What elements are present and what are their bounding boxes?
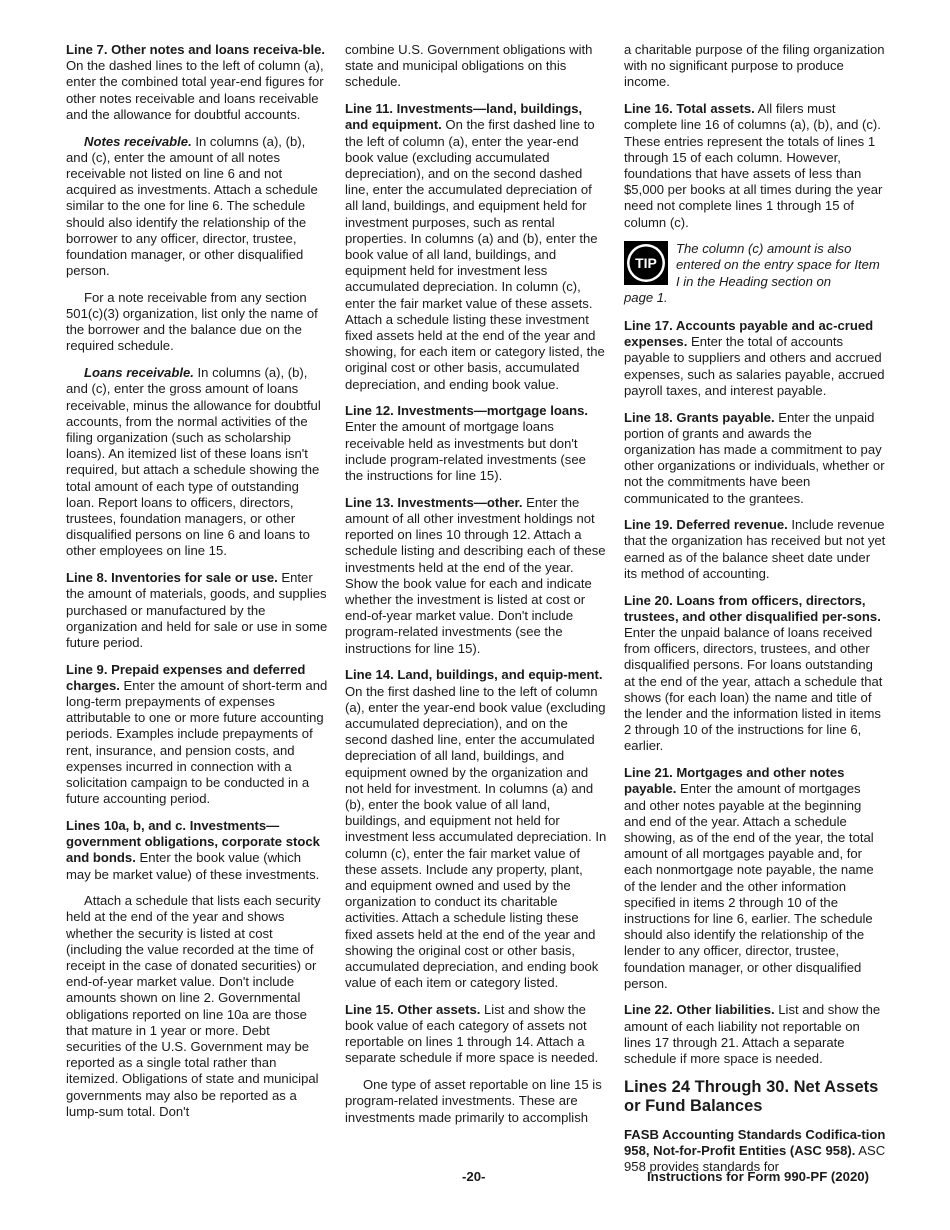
heading-line-15: Line 15. Other assets. (345, 1001, 481, 1017)
page-number: -20- (462, 1169, 486, 1184)
heading-line-12: Line 12. Investments—mortgage loans. (345, 403, 589, 419)
heading-line-22: Line 22. Other liabilities. (624, 1002, 775, 1018)
heading-notes-receivable: Notes receivable. (84, 133, 192, 149)
heading-line-14: Line 14. Land, buildings, and equip-ment. (345, 667, 603, 683)
paragraph-line-21: Line 21. Mortgages and other notes payable. Enter the amount of mortgages and other notes payable at the beginning and end of the year. Attach a schedule showing, as of the end of the year, the total amount of all mortgages payable and, for each nonmortgage note payable, the name of the lender and the other information specified in items 2 through 10 of the instructions for line 6, earlier. The schedule should also identify the relationship of the lender to any officer, director, trustee, foundation manager, or other disqualified person. (624, 765, 874, 991)
paragraph-line-16: Line 16. Total assets. All filers must complete line 16 of columns (a), (b), and (c). These entries represent the totals of lines 1 through 15 of each column. However, foundations that have assets of less than $5,000 per books at all times during the year need not complete lines 1 through 15 of column (c). (624, 101, 883, 230)
heading-line-19: Line 19. Deferred revenue. (624, 517, 788, 533)
paragraph-line-7: Line 7. Other notes and loans receiva-ble. On the dashed lines to the left of column (a), enter the combined total year-end figures for other notes receivable and loans receivable and the allowance for doubtful accounts. (66, 42, 326, 122)
paragraph-line-12: Line 12. Investments—mortgage loans. Enter the amount of mortgage loans receivable held as investments but don't include program-related investments (see the instructions for line 15). (345, 403, 589, 484)
paragraph-line-18: Line 18. Grants payable. Enter the unpaid portion of grants and awards the organization has made a commitment to pay other organizations or individuals, whether or not the commitments have been communicated to the grantees. (624, 409, 885, 506)
heading-line-21: Line 21. Mortgages and other notes payable. (624, 765, 845, 797)
paragraph-line-13: Line 13. Investments—other. Enter the amount of all other investment holdings not reported on lines 10 through 12. Attach a schedule listing and describing each of these investments held at the end of the year. Show the book value for each and indicate whether the investment is listed at cost or end-of-year market value. Don't include program-related investments (see the instructions for line 15). (345, 494, 606, 656)
heading-line-8: Line 8. Inventories for sale or use. (66, 570, 278, 586)
tip-text: The column (c) amount is also entered on the entry space for Item I in the Heading section on page 1. (624, 241, 880, 305)
heading-line-17: Line 17. Accounts payable and ac-crued expenses. (624, 318, 874, 350)
paragraph-line-15-program-related: One type of asset reportable on line 15 is program-related investments. These are investments made primarily to accomplish (345, 1077, 602, 1125)
paragraph-continued: a charitable purpose of the filing organization with no significant purpose to produce income. (624, 42, 885, 90)
paragraph-line-8: Line 8. Inventories for sale or use. Enter the amount of materials, goods, and supplies purchased or manufactured by the organization and held for sale or use in some future period. (66, 570, 328, 650)
heading-line-16: Line 16. Total assets. (624, 101, 755, 117)
column-right (624, 42, 886, 1186)
heading-fasb: FASB Accounting Standards Codifica-tion 958, Not-for-Profit Entities (ASC 958). (624, 1126, 886, 1158)
paragraph-note-501c3: For a note receivable from any section 501(c)(3) organization, list only the name of the borrower and the balance due on the required schedule. (66, 289, 318, 354)
paragraph-continued: combine U.S. Government obligations with state and municipal obligations on this schedule. (345, 42, 593, 90)
paragraph-line-14: Line 14. Land, buildings, and equip-ment. On the first dashed line to the left of column (a), enter the year-end book value (excluding accumulated depreciation), and on the second dashed line, enter the accumulated depreciation of all land, buildings, and equipment owned by the organization and not held for investment. In columns (a) and (b), enter the book value of all land, buildings, and equipment not held for investment less accumulated depreciation. In column (c), enter the fair market value of these assets. Include any property, plant, and equipment owned and used by the organization to conduct its charitable activities. Attach a schedule listing these fixed assets held at the end of the year and showing the original cost or other basis, accumulated depreciation, and ending book value of each item or category listed. (345, 667, 607, 991)
heading-line-13: Line 13. Investments—other. (345, 494, 523, 510)
paragraph-line-20: Line 20. Loans from officers, directors, trustees, and other disqualified per-sons. Enter the unpaid balance of loans received from officers, directors, trustees, and other disqualified persons. For loans outstanding at the end of the year, attach a schedule that shows (for each loan) the name and title of the lender and the information listed in items 2 through 10 of the instructions for line 6, earlier. (624, 592, 883, 754)
paragraph-line-11: Line 11. Investments—land, buildings, and equipment. On the first dashed line to the left of column (a), enter the year-end book value (excluding accumulated depreciation), and on the second dashed line, enter the accumulated depreciation of all land, buildings, and equipment held for investment purposes, such as rental properties. In columns (a) and (b), enter the book value of all land, buildings, and equipment held for investment less accumulated depreciation. In column (c), enter the fair market value of these assets. Attach a schedule listing these investment fixed assets held at the end of the year and showing, for each item or category listed, the original cost or other basis, accumulated depreciation, and ending book value. (345, 101, 605, 392)
heading-line-10: Lines 10a, b, and c. Investments—government obligations, corporate stock and bonds. (66, 817, 320, 866)
paragraph-line-15: Line 15. Other assets. List and show the book value of each category of assets not reportable on lines 1 through 14. Attach a separate schedule if more space is needed. (345, 1001, 599, 1066)
column-left (66, 42, 328, 1131)
column-middle (345, 42, 607, 1136)
paragraph-loans-receivable: Loans receivable. In columns (a), (b), and (c), enter the gross amount of loans receivable, minus the allowance for doubtful accounts, from the normal activities of the filing organization (such as scholarship loans). An itemized list of these loans isn't required, but attach a schedule showing the total amount of each type of outstanding loan. Report loans to officers, directors, trustees, foundation managers, or other disqualified persons on line 6 and loans to other employees on line 15. (66, 365, 321, 559)
paragraph-line-22: Line 22. Other liabilities. List and show the amount of each liability not reportable on lines 17 through 21. Attach a separate schedule if more space is needed. (624, 1002, 881, 1067)
tip-icon (624, 241, 668, 285)
paragraph-notes-receivable: Notes receivable. In columns (a), (b), and (c), enter the amount of all notes receivable not listed on line 6 and not acquired as investments. Attach a schedule similar to the one for line 6. The schedule should also identify the relationship of the borrower to any officer, director, trustee, foundation manager, or other disqualified person. (66, 133, 318, 279)
paragraph-line-9: Line 9. Prepaid expenses and deferred charges. Enter the amount of short-term and long-term prepayments of expenses attributable to one or more future accounting periods. Examples include prepayments of rent, insurance, and pension costs, and expenses incurred in connection with a solicitation campaign to be conducted in a future accounting period. (66, 661, 328, 807)
tip-callout (624, 241, 886, 306)
tip-label: TIP (635, 255, 657, 272)
paragraph-line-19: Line 19. Deferred revenue. Include revenue that the organization has received but not yet earned as of the balance sheet date under its method of accounting. (624, 517, 886, 581)
section-heading-net-assets: Lines 24 Through 30. Net Assets or Fund Balances (624, 1077, 879, 1115)
paragraph-fasb: FASB Accounting Standards Codifica-tion 958, Not-for-Profit Entities (ASC 958). ASC 958 provides standards for (624, 1126, 886, 1175)
document-title: Instructions for Form 990-PF (2020) (647, 1169, 870, 1184)
paragraph-line-10-schedule: Attach a schedule that lists each security held at the end of the year and shows whether the security is listed at cost (including the value recorded at the time of receipt in the case of donated securities) or end-of-year market value. Don't include amounts shown on line 2. Governmental obligations reported on line 10a are those that mature in 1 year or more. Debt securities of the U.S. Government may be reported as a single total rather than itemized. Obligations of state and municipal governments may also be reported as a lump-sum total. Don't (66, 893, 321, 1119)
heading-loans-receivable: Loans receivable. (84, 365, 194, 381)
heading-line-20: Line 20. Loans from officers, directors, trustees, and other disqualified per-sons. (624, 592, 881, 624)
paragraph-line-10: Lines 10a, b, and c. Investments—government obligations, corporate stock and bonds. Enter the book value (which may be market value) of these investments. (66, 817, 320, 882)
heading-line-18: Line 18. Grants payable. (624, 409, 775, 425)
heading-line-7: Line 7. Other notes and loans receiva-ble. (66, 42, 326, 57)
heading-line-11: Line 11. Investments—land, buildings, and equipment. (345, 101, 583, 133)
paragraph-line-17: Line 17. Accounts payable and ac-crued expenses. Enter the total of accounts payable to suppliers and others and accrued expenses, such as salaries payable, accrued payroll taxes, and interest payable. (624, 318, 885, 398)
heading-line-9: Line 9. Prepaid expenses and deferred charges. (66, 661, 306, 693)
